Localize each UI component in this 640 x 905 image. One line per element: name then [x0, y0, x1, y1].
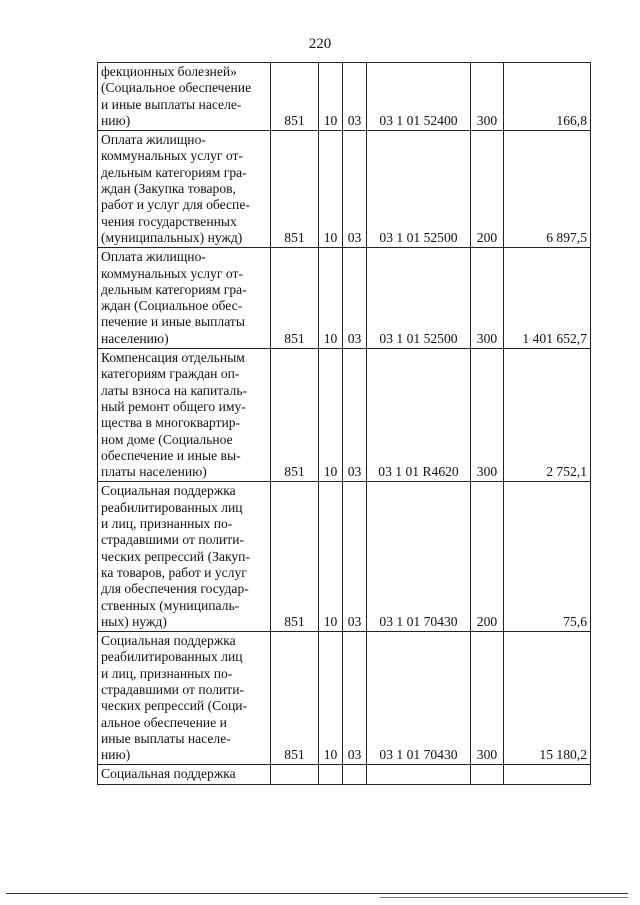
expense-name-cell: Социальная поддержка — [98, 765, 271, 784]
ministry-code-cell: 851 — [271, 63, 319, 131]
table-row — [98, 765, 591, 784]
expense-name-cell: Оплата жилищно- коммунальных услуг от- дельным категориям гра- ждан (Закупка товаров, работ и услуг для обеспе- чения государственных (муниципальных) нужд) — [98, 131, 271, 248]
subsection-code-cell — [343, 765, 367, 784]
expense-type-cell: 300 — [471, 632, 504, 765]
amount-cell: 6 897,5 — [504, 131, 591, 248]
section-code-cell: 10 — [319, 349, 343, 482]
target-article-cell: 03 1 01 52400 — [367, 63, 471, 131]
expense-type-cell: 200 — [471, 131, 504, 248]
expense-name-cell: Социальная поддержка реабилитированных лиц и лиц, признанных по- страдавшими от полити- ческих репрессий (Закуп- ка товаров, работ и услуг для обеспечения государ- ственных (муниципаль- ных) нужд) — [98, 482, 271, 632]
section-code-cell — [319, 765, 343, 784]
amount-cell: 1 401 652,7 — [504, 248, 591, 349]
ministry-code-cell: 851 — [271, 482, 319, 632]
table-row — [98, 482, 591, 632]
target-article-cell: 03 1 01 70430 — [367, 482, 471, 632]
ministry-code-cell: 851 — [271, 248, 319, 349]
expense-name-cell: Компенсация отдельным категориям граждан оп- латы взноса на капиталь- ный ремонт общего иму- щества в многоквартир- ном доме (Социальное обеспечение и иные вы- платы населению) — [98, 349, 271, 482]
table-row — [98, 632, 591, 765]
amount-cell: 15 180,2 — [504, 632, 591, 765]
footer-rule — [6, 893, 628, 894]
subsection-code-cell: 03 — [343, 349, 367, 482]
ministry-code-cell: 851 — [271, 349, 319, 482]
section-code-cell: 10 — [319, 482, 343, 632]
section-code-cell: 10 — [319, 131, 343, 248]
expense-name-cell: Социальная поддержка реабилитированных лиц и лиц, признанных по- страдавшими от полити- ческих репрессий (Соци- альное обеспечение и иные выплаты населе- нию) — [98, 632, 271, 765]
subsection-code-cell: 03 — [343, 632, 367, 765]
expense-type-cell: 300 — [471, 248, 504, 349]
ministry-code-cell: 851 — [271, 632, 319, 765]
target-article-cell: 03 1 01 70430 — [367, 632, 471, 765]
budget-table-body — [98, 63, 591, 785]
expense-name-cell: Оплата жилищно- коммунальных услуг от- дельным категориям гра- ждан (Социальное обес- печение и иные выплаты населению) — [98, 248, 271, 349]
target-article-cell: 03 1 01 52500 — [367, 248, 471, 349]
page-number: 220 — [308, 36, 332, 52]
table-row — [98, 131, 591, 248]
amount-cell — [504, 765, 591, 784]
section-code-cell: 10 — [319, 63, 343, 131]
target-article-cell: 03 1 01 52500 — [367, 131, 471, 248]
expense-type-cell — [471, 765, 504, 784]
subsection-code-cell: 03 — [343, 63, 367, 131]
expense-type-cell: 300 — [471, 63, 504, 131]
table-row — [98, 63, 591, 131]
ministry-code-cell — [271, 765, 319, 784]
subsection-code-cell: 03 — [343, 131, 367, 248]
amount-cell: 2 752,1 — [504, 349, 591, 482]
subsection-code-cell: 03 — [343, 248, 367, 349]
target-article-cell — [367, 765, 471, 784]
subsection-code-cell: 03 — [343, 482, 367, 632]
expense-type-cell: 300 — [471, 349, 504, 482]
expense-name-cell: фекционных болезней» (Социальное обеспечение и иные выплаты населе- нию) — [98, 63, 271, 131]
footer-rule-secondary — [380, 897, 628, 898]
target-article-cell: 03 1 01 R4620 — [367, 349, 471, 482]
section-code-cell: 10 — [319, 632, 343, 765]
budget-table — [97, 62, 591, 785]
ministry-code-cell: 851 — [271, 131, 319, 248]
expense-type-cell: 200 — [471, 482, 504, 632]
section-code-cell: 10 — [319, 248, 343, 349]
table-row — [98, 349, 591, 482]
table-row — [98, 248, 591, 349]
amount-cell: 75,6 — [504, 482, 591, 632]
amount-cell: 166,8 — [504, 63, 591, 131]
